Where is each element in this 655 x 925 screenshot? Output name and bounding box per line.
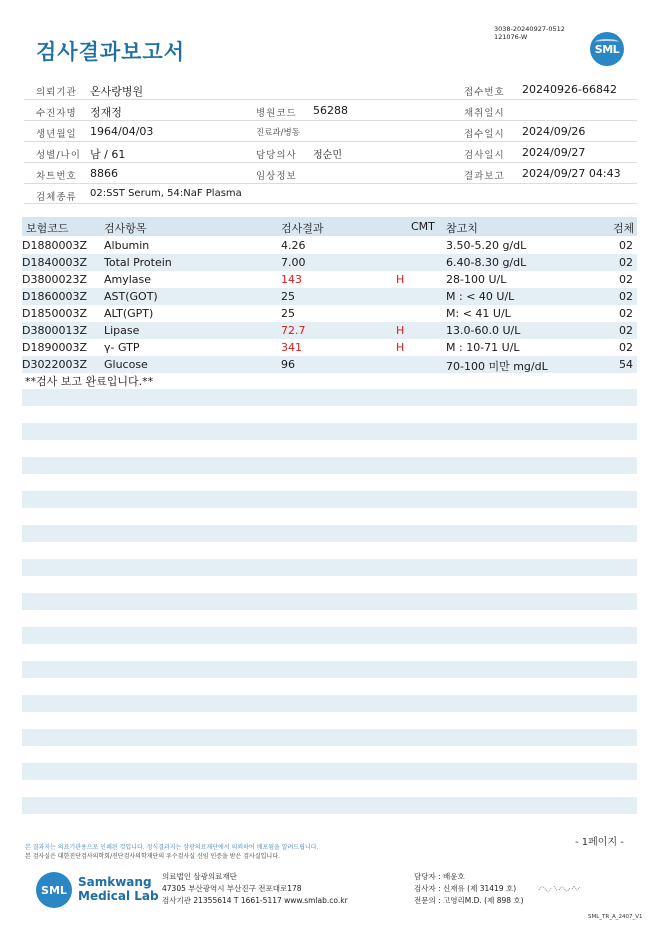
receipt-date-label: 접수일시	[464, 129, 505, 140]
info-row-specimen	[24, 184, 637, 204]
cell-specimen: 02	[619, 290, 633, 303]
hospital-code-label: 병원코드	[256, 108, 297, 119]
cell-specimen: 02	[619, 307, 633, 320]
cell-specimen: 02	[619, 273, 633, 286]
lab-contact: 검사기관 21355614 T 1661-5117 www.smlab.co.kr	[162, 896, 348, 905]
cell-specimen: 02	[619, 256, 633, 269]
dob-value: 1964/04/03	[90, 125, 154, 138]
header-result: 검사결과	[281, 222, 324, 235]
collect-date-label: 채취일시	[464, 108, 505, 119]
table-row	[22, 322, 637, 339]
test-date-value: 2024/09/27	[522, 146, 586, 159]
cell-item: Albumin	[104, 239, 150, 252]
info-row-dob	[24, 121, 637, 142]
header-cmt: CMT	[411, 220, 435, 233]
document-code-line-2: 121076-W	[494, 33, 528, 41]
sex-age-value: 남 / 61	[90, 148, 126, 161]
cell-result: 143	[281, 273, 302, 286]
cell-ref: 28-100 U/L	[446, 273, 507, 286]
specimen-label: 검체종류	[36, 192, 77, 203]
cell-code: D1860003Z	[22, 290, 87, 303]
cell-result: 7.00	[281, 256, 306, 269]
cell-ref: M: < 41 U/L	[446, 307, 511, 320]
cell-item: Glucose	[104, 358, 148, 371]
cell-item: Total Protein	[104, 256, 172, 269]
empty-row-band	[22, 797, 637, 814]
empty-row-band	[22, 423, 637, 440]
cell-item: AST(GOT)	[104, 290, 158, 303]
cell-code: D1890003Z	[22, 341, 87, 354]
table-row	[22, 356, 637, 373]
cell-flag: H	[396, 341, 405, 354]
document-code	[494, 25, 565, 41]
cell-ref: 3.50-5.20 g/dL	[446, 239, 527, 252]
doctor-value: 정순민	[313, 150, 342, 161]
document-code-line-1: 3038-20240927-0512	[494, 25, 565, 33]
footer-note-2: 본 검사실은 대한진단검사의학회/진단검사의학재단의 우수검사실 신임 인증을 받은 검사실입니다.	[25, 853, 280, 860]
lab-name: 의료법인 삼광의료재단	[162, 872, 237, 881]
empty-row-band	[22, 661, 637, 678]
cell-flag: H	[396, 273, 405, 286]
footer-note-1: 본 결과지는 의료기관용으로 인쇄된 것입니다. 정식결과지는 삼광의료재단에서 의뢰하여 배포됨을 알려드립니다.	[25, 844, 319, 851]
cell-item: Amylase	[104, 273, 152, 286]
clinical-label: 임상정보	[256, 171, 297, 182]
staff-manager: 담당자 : 배윤호	[414, 872, 465, 881]
chart-no-value: 8866	[90, 167, 118, 180]
cell-code: D3800013Z	[22, 324, 87, 337]
lab-street: 47305 부산광역시 부산진구 전포대로178	[162, 884, 302, 893]
table-row	[22, 339, 637, 356]
cell-specimen: 02	[619, 341, 633, 354]
report-date-value: 2024/09/27 04:43	[522, 167, 621, 180]
form-code: SML_TR_A_2407_V1	[588, 914, 643, 920]
hospital-code-value: 56288	[313, 104, 348, 117]
empty-row-band	[22, 593, 637, 610]
empty-row-band	[22, 491, 637, 508]
table-row	[22, 288, 637, 305]
cell-item: ALT(GPT)	[104, 307, 154, 320]
info-row-patient	[24, 100, 637, 121]
brand-name-line-2: Medical Lab	[78, 889, 159, 903]
brand-name-line-1: Samkwang	[78, 875, 152, 889]
brand-name	[78, 875, 159, 903]
cell-code: D1850003Z	[22, 307, 87, 320]
empty-row-band	[22, 763, 637, 780]
sex-age-label: 성별/나이	[36, 150, 81, 161]
hospital-value: 온사랑병원	[90, 85, 144, 98]
patient-value: 정재정	[90, 106, 122, 119]
empty-row-band	[22, 695, 637, 712]
page-title: 검사결과보고서	[36, 40, 186, 64]
header-specimen: 검체	[613, 222, 635, 235]
cell-specimen: 02	[619, 324, 633, 337]
empty-row-band	[22, 729, 637, 746]
info-row-hospital	[24, 79, 637, 100]
header-ref: 참고치	[446, 222, 478, 235]
empty-row-band	[22, 389, 637, 406]
results-table-header	[22, 217, 637, 236]
dept-label: 진료과/병동	[256, 128, 300, 138]
staff-specialist: 전문의 : 고영리M.D. (제 898 호)	[414, 896, 524, 905]
lab-address	[162, 871, 348, 907]
chart-no-label: 차트번호	[36, 171, 77, 182]
cell-item: Lipase	[104, 324, 140, 337]
cell-specimen: 02	[619, 239, 633, 252]
empty-row-band	[22, 559, 637, 576]
table-row	[22, 254, 637, 271]
table-row	[22, 271, 637, 288]
info-row-sex-age	[24, 142, 637, 163]
patient-label: 수진자명	[36, 108, 77, 119]
table-row	[22, 305, 637, 322]
staff-tester: 검사자 : 신재유 (제 31419 호)	[414, 884, 517, 893]
cell-result: 341	[281, 341, 302, 354]
cell-code: D3022003Z	[22, 358, 87, 371]
cell-result: 4.26	[281, 239, 306, 252]
staff-info	[414, 871, 524, 907]
cell-code: D1840003Z	[22, 256, 87, 269]
cell-specimen: 54	[619, 358, 633, 371]
receipt-date-value: 2024/09/26	[522, 125, 586, 138]
cell-ref: M : 10-71 U/L	[446, 341, 520, 354]
empty-row-band	[22, 457, 637, 474]
page-number: - 1페이지 -	[575, 837, 624, 848]
hospital-label: 의뢰기관	[36, 87, 77, 98]
empty-row-band	[22, 627, 637, 644]
cell-ref: M : < 40 U/L	[446, 290, 515, 303]
receipt-no-value: 20240926-66842	[522, 83, 617, 96]
doctor-label: 담당의사	[256, 150, 297, 161]
cell-result: 25	[281, 290, 295, 303]
cell-result: 96	[281, 358, 295, 371]
dob-label: 생년월일	[36, 129, 77, 140]
cell-flag: H	[396, 324, 405, 337]
cell-ref: 6.40-8.30 g/dL	[446, 256, 527, 269]
report-date-label: 결과보고	[464, 171, 505, 182]
sml-logo: SML	[590, 32, 624, 66]
cell-result: 72.7	[281, 324, 306, 337]
sml-footer-logo: SML	[36, 872, 72, 908]
cell-code: D3800023Z	[22, 273, 87, 286]
receipt-no-label: 접수번호	[464, 87, 505, 98]
cell-ref: 13.0-60.0 U/L	[446, 324, 521, 337]
empty-row-band	[22, 525, 637, 542]
cell-ref: 70-100 미만 mg/dL	[446, 360, 548, 373]
cell-item: γ- GTP	[104, 341, 140, 354]
report-complete-note: **검사 보고 완료입니다.**	[25, 375, 154, 388]
test-date-label: 검사일시	[464, 150, 505, 161]
table-row	[22, 237, 637, 254]
cell-result: 25	[281, 307, 295, 320]
cell-code: D1880003Z	[22, 239, 87, 252]
header-code: 보험코드	[26, 222, 69, 235]
info-row-chart	[24, 163, 637, 184]
specimen-value: 02:SST Serum, 54:NaF Plasma	[90, 188, 242, 199]
header-item: 검사항목	[104, 222, 147, 235]
signature-image	[538, 883, 582, 893]
